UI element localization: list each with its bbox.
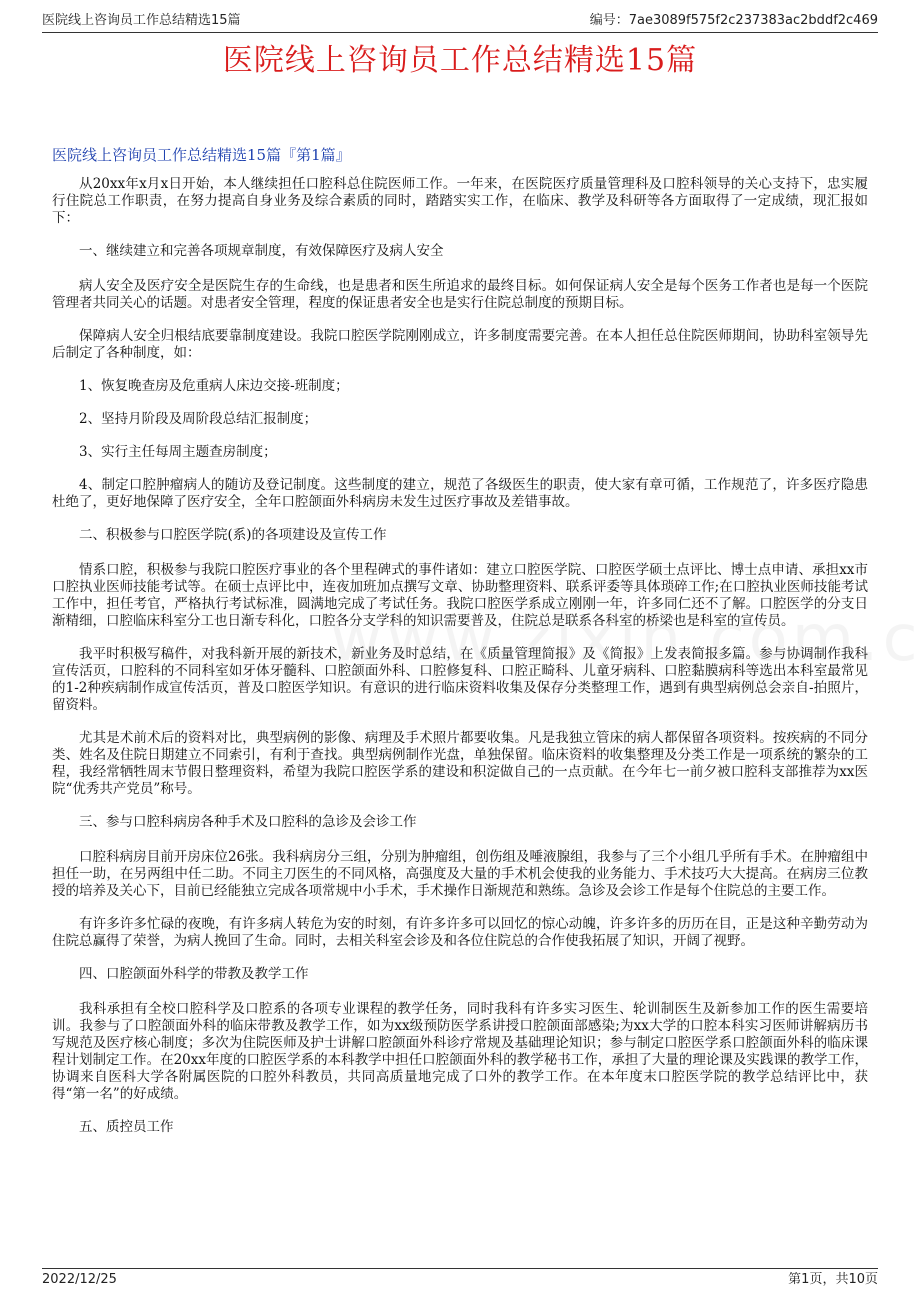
body-paragraph: 有许多许多忙碌的夜晚，有许多病人转危为安的时刻，有许多许多可以回忆的惊心动魄，许多许多的历历在目，正是这种辛勤劳动为住院总赢得了荣誉，为病人挽回了生命。同时，去相关科室会诊及和各位住院总的合作使我拓展了知识，开阔了视野。 (52, 916, 868, 949)
footer-date: 2022/12/25 (42, 1272, 117, 1287)
list-item: 1、恢复晚查房及危重病人床边交接-班制度； (79, 378, 349, 394)
list-item: 4、制定口腔肿瘤病人的随访及登记制度。这些制度的建立，规范了各级医生的职责，使大家有章可循，工作规范了，许多医疗隐患杜绝了，更好地保障了医疗安全，全年口腔颌面外科病房未发生过医疗事故及差错事故。 (52, 477, 868, 510)
section-title: 医院线上咨询员工作总结精选15篇『第1篇』 (52, 146, 351, 164)
header-doc-name: 医院线上咨询员工作总结精选15篇 (42, 13, 241, 28)
body-paragraph: 情系口腔，积极参与我院口腔医疗事业的各个里程碑式的事件诸如：建立口腔医学院、口腔医学硕士点评比、博士点申请、承担xx市口腔执业医师技能考试等。在硕士点评比中，连夜加班加点撰写文章、协助整理资料、联系评委等具体琐碎工作;在口腔执业医师技能考试工作中，担任考官，严格执行考试标准，圆满地完成了考试任务。我院口腔医学系成立刚刚一年，许多同仁还不了解。口腔医学的分支日渐精细，口腔临床科室分工也日渐专科化，口腔各分支学科的知识需要普及，住院总是联系各科室的桥梁也是科室的宣传员。 (52, 562, 868, 629)
section-heading: 三、参与口腔科病房各种手术及口腔科的急诊及会诊工作 (79, 814, 417, 830)
body-paragraph: 保障病人安全归根结底要靠制度建设。我院口腔医学院刚刚成立，许多制度需要完善。在本人担任总住院医师期间，协助科室领导先后制定了各种制度，如： (52, 328, 868, 361)
header-doc-id: 编号：7ae3089f575f2c237383ac2bddf2c469 (589, 13, 878, 28)
section-heading: 二、积极参与口腔医学院(系)的各项建设及宣传工作 (79, 527, 387, 543)
list-item: 2、坚持月阶段及周阶段总结汇报制度； (79, 411, 318, 427)
page-footer (42, 1268, 878, 1291)
section-heading: 一、继续建立和完善各项规章制度，有效保障医疗及病人安全 (79, 243, 444, 259)
footer-page-number: 第1页，共10页 (788, 1272, 878, 1287)
list-item: 3、实行主任每周主题查房制度； (79, 444, 277, 460)
body-paragraph: 尤其是术前术后的资料对比，典型病例的影像、病理及手术照片都要收集。凡是我独立管床的病人都保留各项资料。按疾病的不同分类、姓名及住院日期建立不同索引，有利于查找。典型病例制作光盘，单独保留。临床资料的收集整理及分类工作是一项系统的繁杂的工程，我经常牺牲周末节假日整理资料，希望为我院口腔医学系的建设和积淀做自己的一点贡献。在今年七一前夕被口腔科支部推荐为xx医院“优秀共产党员”称号。 (52, 730, 868, 797)
document-body (52, 176, 868, 1154)
body-paragraph: 我平时积极写稿件，对我科新开展的新技术，新业务及时总结，在《质量管理简报》及《简报》上发表简报多篇。参与协调制作我科宣传活页，口腔科的不同科室如牙体牙髓科、口腔颌面外科、口腔修复科、口腔正畸科、儿童牙病科、口腔黏膜病科等选出本科室最常见的1-2种疾病制作成宣传活页，普及口腔医学知识。有意识的进行临床资料收集及保存分类整理工作，遇到有典型病例总会亲自-拍照片，留资料。 (52, 646, 868, 713)
body-paragraph: 我科承担有全校口腔科学及口腔系的各项专业课程的教学任务，同时我科有许多实习医生、轮训制医生及新参加工作的医生需要培训。我参与了口腔颌面外科的临床带教及教学工作，如为xx级预防医学系讲授口腔颌面部感染;为xx大学的口腔本科实习医师讲解病历书写规范及医疗核心制度；多次为住院医师及护士讲解口腔颌面外科诊疗常规及基础理论知识；参与制定口腔医学系口腔颌面外科的临床课程计划制定工作。在20xx年度的口腔医学系的本科教学中担任口腔颌面外科的教学秘书工作，承担了大量的理论课及实践课的教学工作，协调来自医科大学各附属医院的口腔外科教员，共同高质量地完成了口外的教学工作。在本年度末口腔医学院的教学总结评比中，获得“第一名”的好成绩。 (52, 1001, 868, 1102)
section-heading: 五、质控员工作 (79, 1119, 174, 1135)
body-paragraph: 从20xx年x月x日开始，本人继续担任口腔科总住院医师工作。一年来，在医院医疗质量管理科及口腔科领导的关心支持下，忠实履行住院总工作职责，在努力提高自身业务及综合素质的同时，踏踏实实工作，在临床、教学及科研等各方面取得了一定成绩，现汇报如下： (52, 176, 868, 226)
body-paragraph: 口腔科病房目前开房床位26张。我科病房分三组，分别为肿瘤组，创伤组及唾液腺组，我参与了三个小组几乎所有手术。在肿瘤组中担任一助，在另两组中任二助。不同主刀医生的不同风格，高强度及大量的手术机会使我的业务能力、手术技巧大大提高。在病房三位教授的培养及关心下，目前已经能独立完成各项常规中小手术，手术操作日渐规范和熟练。急诊及会诊工作是每个住院总的主要工作。 (52, 849, 868, 899)
page-header (42, 10, 878, 33)
section-heading: 四、口腔颌面外科学的带教及教学工作 (79, 966, 309, 982)
body-paragraph: 病人安全及医疗安全是医院生存的生命线，也是患者和医生所追求的最终目标。如何保证病人安全是每个医务工作者也是每一个医院管理者共同关心的话题。对患者安全管理，程度的保证患者安全也是实行住院总制度的预期目标。 (52, 278, 868, 311)
document-title: 医院线上咨询员工作总结精选15篇 (222, 43, 698, 78)
